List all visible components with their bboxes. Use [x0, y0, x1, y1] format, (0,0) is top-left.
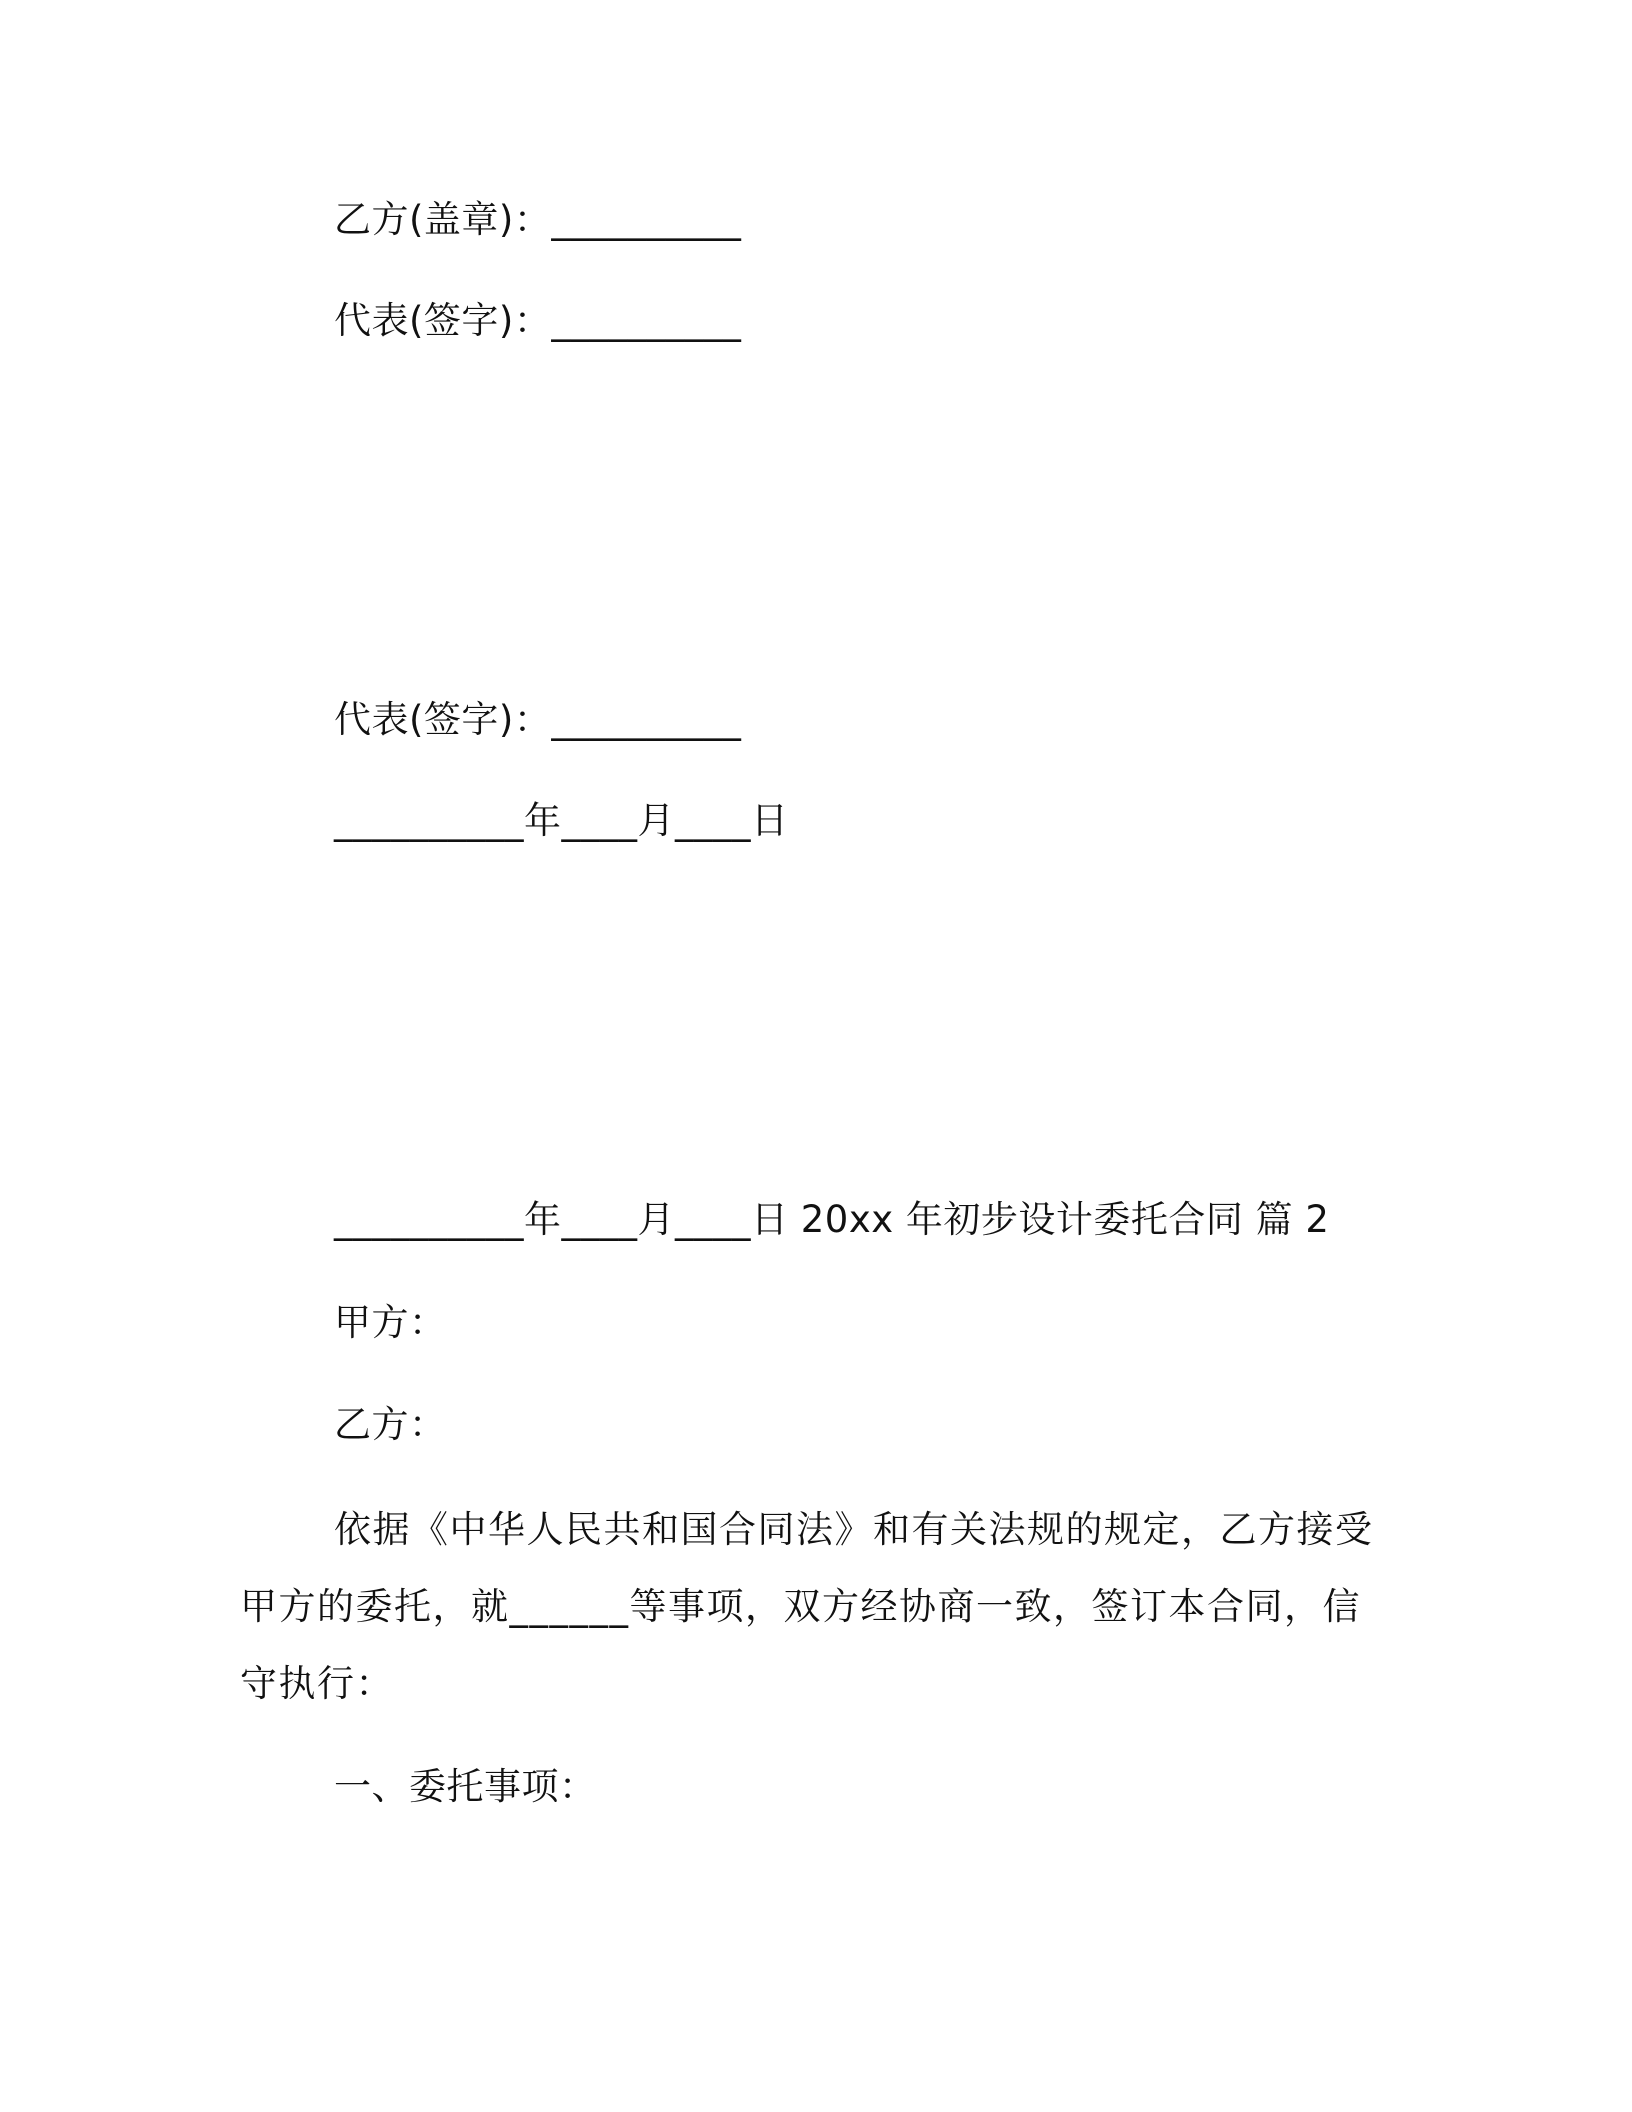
party-b-line: 乙方： — [334, 1403, 447, 1446]
party-b-seal-line: 乙方(盖章)：__________ — [334, 198, 742, 241]
representative-signature-line: 代表(签字)：__________ — [334, 299, 742, 342]
intro-paragraph: 依据《中华人民共和国合同法》和有关法规的规定，乙方接受甲方的委托，就______等事项，双方经协商一致，签订本合同，信守执行： — [240, 1508, 1374, 1705]
date-line: __________年____月____日 — [334, 799, 789, 842]
date-and-contract-title-line: __________年____月____日 20xx 年初步设计委托合同 篇 2 — [334, 1198, 1330, 1241]
section-heading: 一、委托事项： — [334, 1765, 597, 1808]
representative-signature-line: 代表(签字)：__________ — [334, 698, 742, 741]
party-a-line: 甲方： — [334, 1301, 447, 1344]
